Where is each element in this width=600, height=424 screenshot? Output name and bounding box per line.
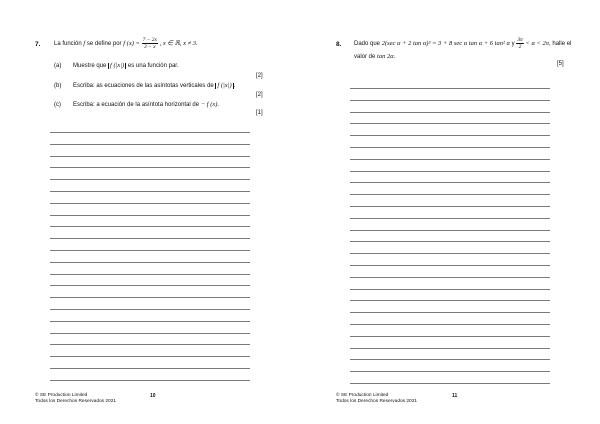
question-7-stem: La función f se define por f (x) = $\frac{7 - 2x}{3 - x}$ , x ∈ ℝ, x ≠ 3. [54, 37, 198, 50]
answer-line [350, 277, 550, 278]
page-number: 10 [150, 393, 156, 399]
answer-line [350, 123, 550, 124]
answer-line [350, 112, 550, 113]
answer-line [350, 371, 550, 372]
answer-lines [50, 132, 250, 382]
answer-line [350, 241, 550, 242]
footer-copyright: © SE Production Limited Todos los Derechos Reservados 2021 [336, 393, 418, 404]
answer-line [350, 171, 550, 172]
answer-line [350, 88, 550, 89]
answer-line [50, 309, 250, 310]
question-8-marks: [5] [557, 61, 564, 67]
part-c-text: Escriba: a ecuación de la asíntota horizontal de − f (x). [73, 101, 220, 108]
answer-line [50, 156, 250, 157]
answer-line [50, 274, 250, 275]
answer-line [350, 336, 550, 337]
answer-line [350, 147, 550, 148]
part-b-marks: [2] [256, 92, 263, 98]
answer-line [350, 253, 550, 254]
question-number: 8. [336, 41, 342, 48]
answer-line [350, 182, 550, 183]
question-number: 7. [35, 41, 41, 48]
answer-line [350, 265, 550, 266]
answer-line [50, 262, 250, 263]
answer-line [350, 348, 550, 349]
trig-equation: 2(sec α + 2 tan α)² = 3 + 8 sec α tan α + 6 tan² α [381, 40, 510, 48]
answer-line [50, 368, 250, 369]
answer-line [50, 226, 250, 227]
answer-line [50, 333, 250, 334]
part-a-text: Muestre que f (|x|) es una función par. [73, 62, 179, 69]
answer-line [50, 380, 250, 381]
answer-line [50, 191, 250, 192]
question-8-line2: valor de tan 2α. [354, 53, 396, 60]
answer-line [50, 215, 250, 216]
part-a-marks: [2] [256, 73, 263, 79]
answer-line [350, 206, 550, 207]
part-b-text: Escriba: as ecuaciones de las asíntotas verticales de f (|x|) . [73, 82, 236, 89]
answer-line [50, 321, 250, 322]
answer-line [50, 285, 250, 286]
part-c-label: (c) [54, 102, 61, 108]
answer-line [350, 194, 550, 195]
answer-line [50, 356, 250, 357]
answer-line [350, 135, 550, 136]
function-domain: , x ∈ ℝ, x ≠ 3. [159, 40, 198, 48]
answer-line [350, 312, 550, 313]
answer-line [50, 167, 250, 168]
answer-line [350, 300, 550, 301]
page-number: 11 [452, 393, 458, 399]
part-b-label: (b) [54, 83, 62, 89]
answer-line [50, 344, 250, 345]
part-a-label: (a) [54, 63, 62, 69]
answer-line [350, 230, 550, 231]
part-c-marks: [1] [256, 110, 263, 116]
answer-line [50, 179, 250, 180]
right-page [300, 0, 600, 424]
answer-line [50, 132, 250, 133]
answer-line [350, 100, 550, 101]
function-definition: f (x) = [123, 40, 140, 48]
footer-copyright: © SE Production Limited Todos los Derechos Reservados 2021 [35, 393, 117, 404]
range-fraction: $\frac{3\pi}{2}$ [517, 37, 523, 50]
answer-line [50, 238, 250, 239]
question-8-stem: Dado que 2(sec α + 2 tan α)² = 3 + 8 sec α tan α + 6 tan² α y $\frac{3\pi}{2}$ < α < 2π, halle el [354, 37, 572, 50]
answer-lines [350, 88, 550, 383]
answer-line [50, 144, 250, 145]
answer-line [350, 324, 550, 325]
answer-line [50, 203, 250, 204]
answer-line [350, 359, 550, 360]
answer-line [50, 250, 250, 251]
angle-range: < α < 2π [525, 40, 550, 48]
answer-line [350, 289, 550, 290]
answer-line [350, 383, 550, 384]
function-fraction: $\frac{7 - 2x}{3 - x}$ [142, 37, 157, 50]
answer-line [350, 159, 550, 160]
answer-line [350, 218, 550, 219]
answer-line [50, 297, 250, 298]
